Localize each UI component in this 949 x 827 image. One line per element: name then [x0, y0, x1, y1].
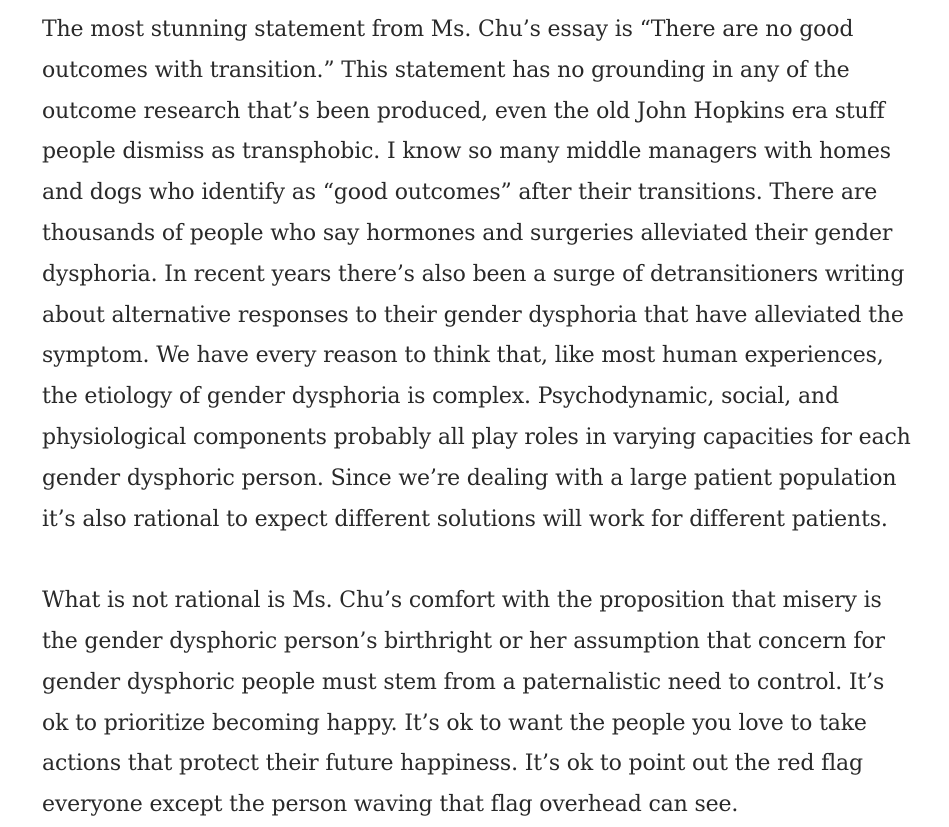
- text-line: symptom. We have every reason to think that, like most human experiences,: [42, 343, 884, 369]
- text-line: the gender dysphoric person’s birthright or her assumption that concern for: [42, 628, 885, 654]
- paragraph-1: [42, 10, 942, 540]
- text-line: dysphoria. In recent years there’s also been a surge of detransitioners writing: [42, 261, 905, 287]
- text-line: everyone except the person waving that flag overhead can see.: [42, 792, 739, 818]
- text-line: about alternative responses to their gender dysphoria that have alleviated the: [42, 302, 904, 328]
- paragraph-2: [42, 581, 942, 826]
- text-line: gender dysphoric person. Since we’re dealing with a large patient population: [42, 465, 897, 491]
- text-line: What is not rational is Ms. Chu’s comfort with the proposition that misery is: [42, 588, 882, 614]
- text-line: the etiology of gender dysphoria is complex. Psychodynamic, social, and: [42, 384, 839, 410]
- text-line: The most stunning statement from Ms. Chu’s essay is “There are no good: [42, 17, 854, 42]
- text-line: and dogs who identify as “good outcomes” after their transitions. There are: [42, 180, 878, 206]
- text-line: outcomes with transition.” This statement has no grounding in any of the: [42, 57, 850, 83]
- article-body: [42, 10, 942, 826]
- text-line: it’s also rational to expect different solutions will work for different patients.: [42, 506, 888, 532]
- text-line: actions that protect their future happiness. It’s ok to point out the red flag: [42, 751, 863, 777]
- text-line: gender dysphoric people must stem from a paternalistic need to control. It’s: [42, 669, 885, 695]
- text-line: physiological components probably all play roles in varying capacities for each: [42, 424, 911, 450]
- text-line: thousands of people who say hormones and surgeries alleviated their gender: [42, 220, 893, 246]
- text-line: outcome research that’s been produced, even the old John Hopkins era stuff: [42, 98, 885, 124]
- text-line: ok to prioritize becoming happy. It’s ok to want the people you love to take: [42, 710, 867, 736]
- text-line: people dismiss as transphobic. I know so many middle managers with homes: [42, 139, 891, 165]
